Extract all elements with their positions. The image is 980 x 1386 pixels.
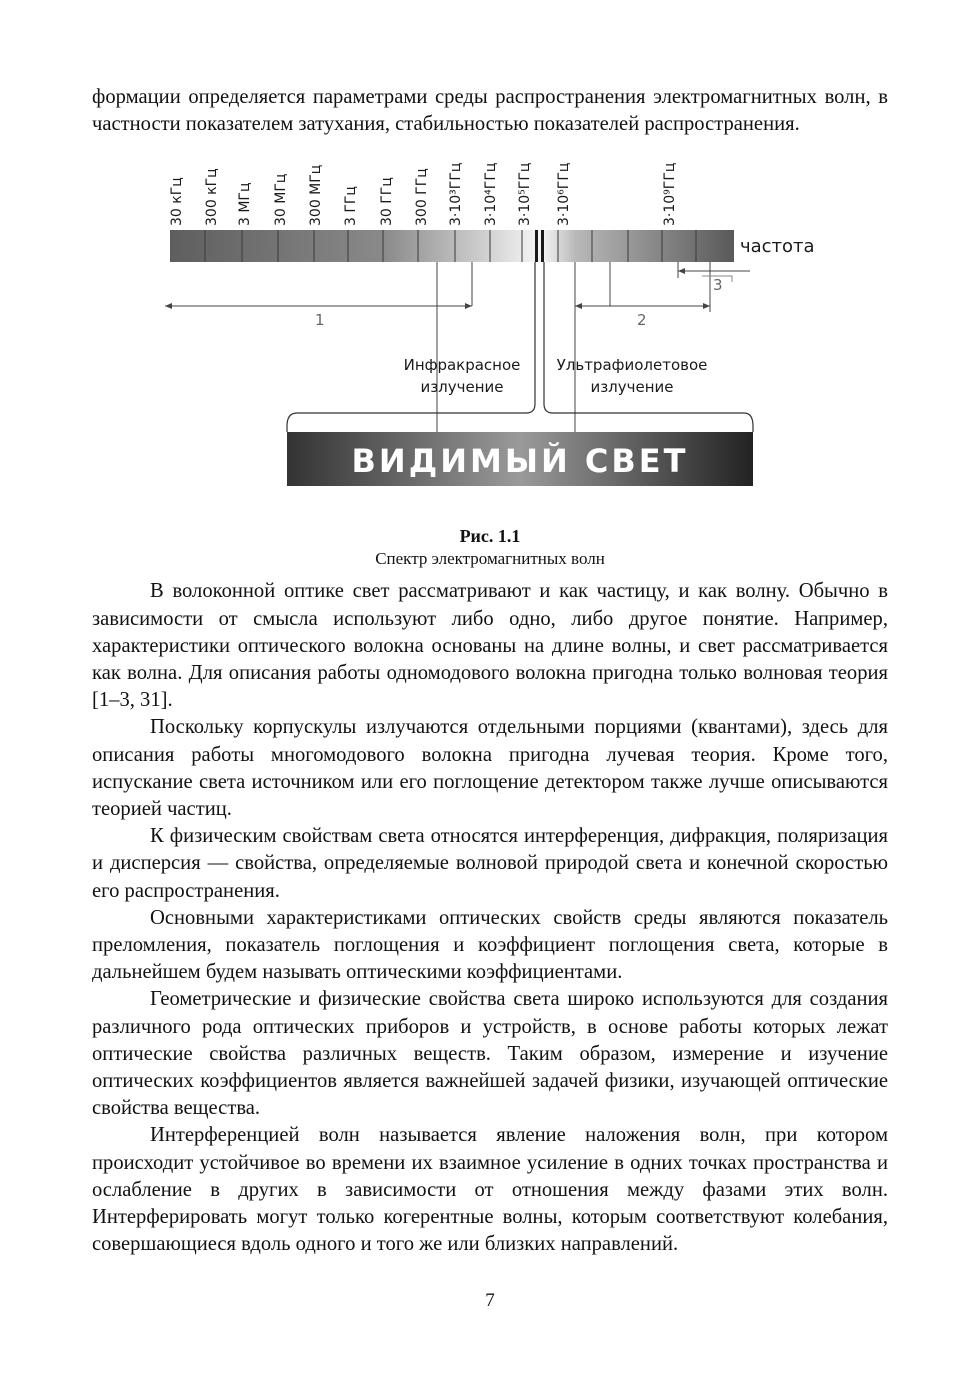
range-lines (165, 262, 750, 438)
freq-label: 300 МГц (308, 165, 324, 227)
freq-label: 3 МГц (237, 182, 253, 227)
figure-caption (92, 524, 888, 570)
uv-label-line2: излучение (590, 378, 674, 397)
visible-strip-left (535, 230, 538, 262)
freq-label: 300 ГГц (414, 168, 430, 227)
paragraph: Поскольку корпускулы излучаются отдельными порциями (квантами), здесь для описания работы многомодового волокна пригодна лучевая теория. Кроме того, испускание света источником или его поглощение детектором также лучше описываются теорией частиц. (92, 716, 888, 821)
visible-bracket-left (287, 262, 535, 432)
paragraph: К физическим свойствам света относятся интерференция, дифракция, поляризация и дисперсия — свойства, определяемые волновой природой света и конечной скоростью его распространения. (92, 825, 888, 902)
infrared-label-line1: Инфракрасное (403, 356, 521, 375)
paragraph: Геометрические и физические свойства света широко используются для создания различного рода оптических приборов и устройств, в основе работы которых лежат оптические свойства различных веществ. Таким образом, измерение и изучение оптических коэффициентов является важнейшей задачей физики, изучающей оптические свойства вещества. (92, 988, 888, 1120)
freq-label: 3·10⁴ГГц (483, 163, 499, 227)
frequency-band (170, 230, 734, 262)
caption-text: Спектр электромагнитных волн (375, 549, 605, 569)
freq-label: 3 ГГц (343, 186, 359, 227)
paragraph: В волоконной оптике свет рассматривают и как частицу, и как волну. Обычно в зависимости от смысла используют либо одно, либо другое понятие. Например, характеристики оптического волокна основаны на длине волны, и свет рассматривается как волна. Для описания работы одномодового волокна пригодна только волновая теория [1–3, 31]. (92, 580, 888, 712)
axis-label-frequency: частота (740, 236, 815, 258)
page-content (92, 84, 888, 1258)
range-2-label: 2 (637, 311, 647, 330)
freq-label: 3·10⁶ГГц (556, 163, 572, 227)
top-paragraph: формации определяется параметрами среды распространения электромагнитных волн, в частности показателем затухания, стабильностью показателей распространения. (92, 86, 888, 136)
paragraph: Основными характеристиками оптических свойств среды являются показатель преломления, показатель поглощения и коэффициент поглощения света, которые в дальнейшем будем называть оптическими коэффициентами. (92, 906, 888, 984)
freq-label: 30 МГц (273, 173, 289, 227)
freq-label: 3·10⁵ГГц (517, 163, 533, 227)
page-number: 7 (485, 1290, 495, 1311)
range-3-label: 3 (713, 276, 723, 295)
range-1-label: 1 (315, 311, 325, 330)
visible-strip-right (541, 230, 544, 262)
freq-label: 3·10³ГГц (448, 163, 464, 227)
infrared-label-line2: излучение (420, 378, 504, 397)
visible-light-label: ВИДИМЫЙ СВЕТ (351, 442, 689, 481)
spectrum-figure (92, 148, 888, 520)
caption-title: Рис. 1.1 (459, 526, 521, 547)
frequency-labels (169, 163, 678, 226)
freq-label: 30 ГГц (379, 177, 395, 227)
paragraph: Интерференцией волн называется явление наложения волн, при котором происходит устойчивое во времени их взаимное усиление в одних точках пространства и ослабление в других в зависимости от отношения между фазами этих волн. Интерферировать могут только когерентные волны, которым соответствуют колебания, совершающиеся вдоль одного и того же или близких направлений. (92, 1124, 888, 1256)
uv-label-line1: Ультрафиолетовое (556, 356, 708, 375)
spectrum-diagram (92, 148, 888, 520)
freq-label: 3·10⁹ГГц (662, 163, 678, 227)
freq-label: 30 кГц (169, 177, 185, 227)
freq-label: 300 кГц (204, 168, 220, 227)
